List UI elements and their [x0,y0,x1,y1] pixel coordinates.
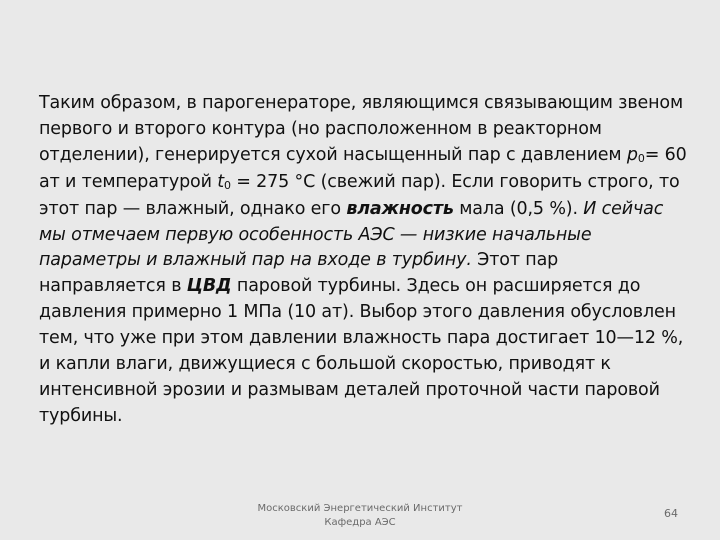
term-humidity: влажность [346,198,454,219]
body-paragraph [39,91,693,430]
temperature-subscript: 0 [223,178,231,192]
text-pressure-value: = 60 ат и температурой [39,144,693,192]
pressure-symbol: p [626,144,638,165]
text-npp-feature: И сейчас мы отмечаем первую особенность АЭС — низкие начальные параметры и влажный пар на входе в турбину. [39,198,669,271]
temperature-symbol: t [217,171,224,192]
text-expansion: паровой турбины. Здесь он расширяется до давления примерно 1 МПа (10 ат). Выбор этого давления обусловлен тем, что уже при этом давлении влажность пара достигает 10—12 %, и капли влаги, движущиеся с большой скоростью, приводят к интенсивной эрозии и размывам деталей проточной части паровой турбины. [39,276,689,426]
pressure-subscript: 0 [637,151,645,165]
text-intro: Таким образом, в парогенераторе, являющимся связывающим звеном первого и второго контура (но расположенном в реакторном отделении), генерируется сухой насыщенный пар с давлением [39,93,689,165]
text-humidity-value: мала (0,5 %). [453,198,584,219]
footer [245,502,475,530]
text-temperature-value: = 275 °С (свежий пар). Если говорить строго, то этот пар — влажный, однако его [39,171,685,219]
footer-department: Кафедра АЭС [324,517,396,528]
page-number: 64 [664,507,678,520]
text-steam-directed: Этот пар направляется в [39,250,564,297]
footer-institute: Московский Энергетический Институт [257,503,463,514]
term-hpc: ЦВД [186,276,232,297]
